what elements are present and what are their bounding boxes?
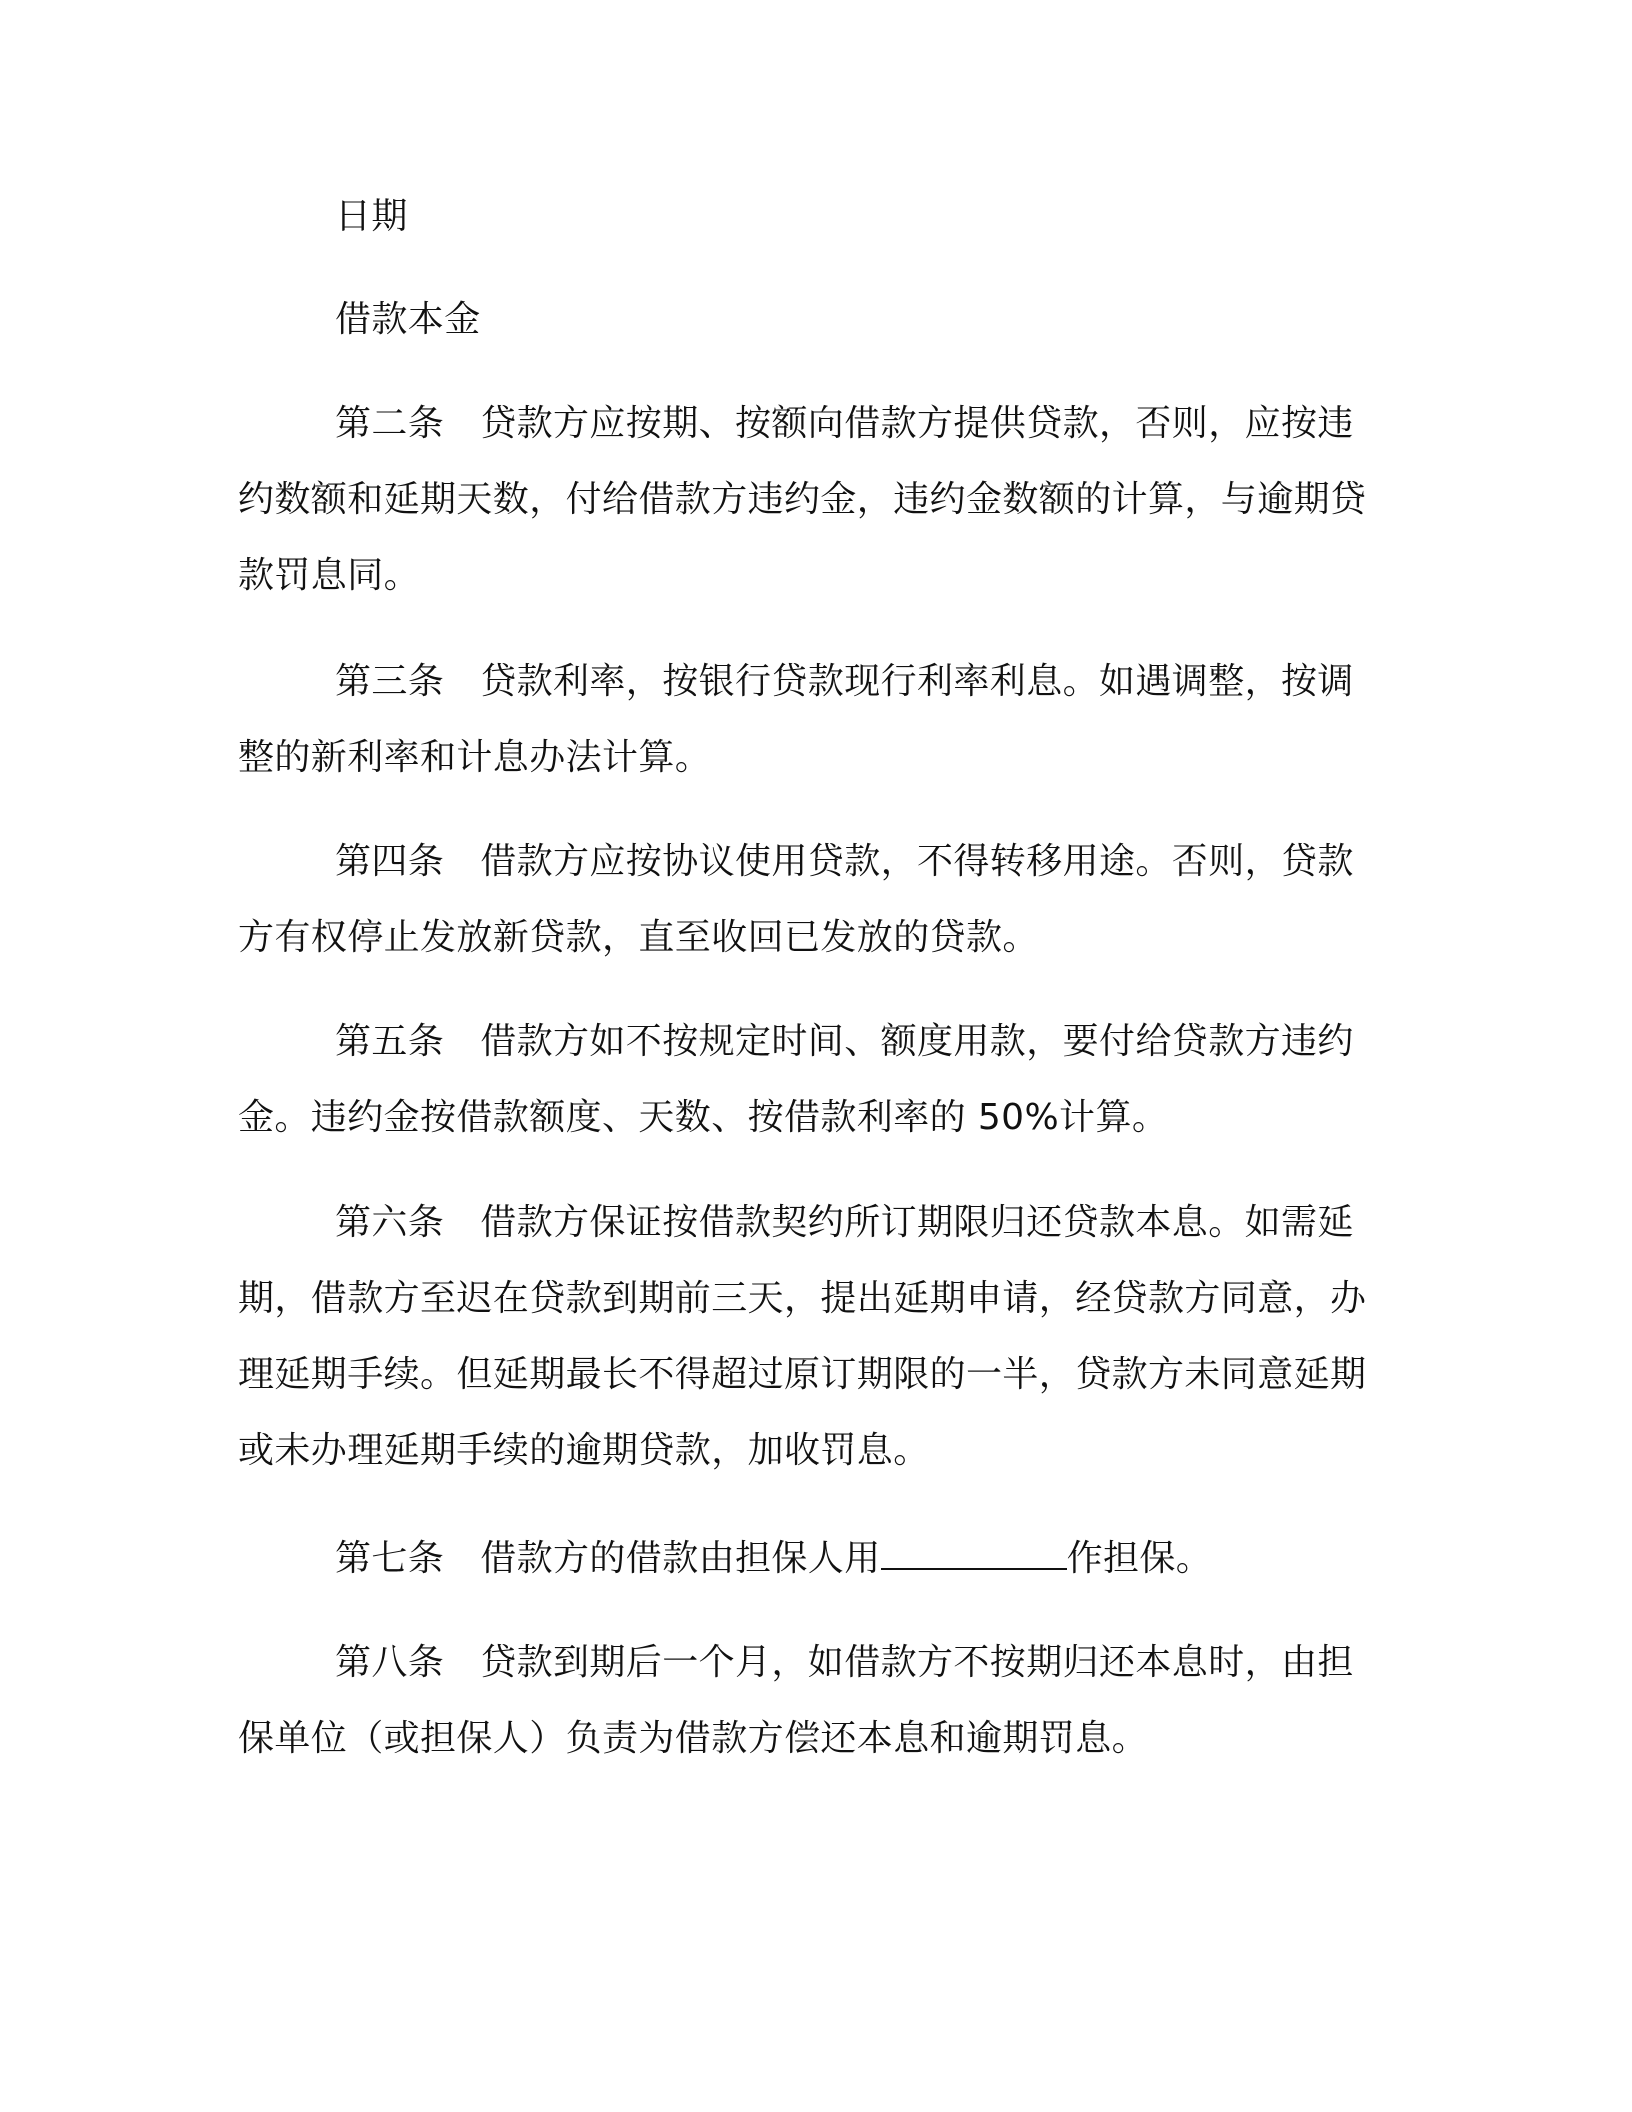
article-text: 借款方保证按借款契约所订期限归还贷款本息。如需延期，借款方至迟在贷款到期前三天，提出延期申请，经贷款方同意，办理延期手续。但延期最长不得超过原订期限的一半，贷款方未同意延期或未办理延期手续的逾期贷款，加收罚息。 [238,1202,1367,1471]
article-label: 第六条 [335,1202,445,1243]
article-label: 第四条 [335,841,445,882]
article-label: 第五条 [335,1021,445,1062]
article-7 [238,1521,1378,1597]
article-label: 第八条 [335,1642,445,1683]
article-text: 借款方应按协议使用贷款，不得转移用途。否则，贷款方有权停止发放新贷款，直至收回已发放的贷款。 [238,841,1354,958]
article-2 [238,386,1378,614]
article-label: 第七条 [335,1538,445,1579]
article-8 [238,1625,1378,1777]
article-text: 借款方如不按规定时间、额度用款，要付给贷款方违约金。违约金按借款额度、天数、按借款利率的 50%计算。 [238,1021,1354,1138]
article-3 [238,644,1378,796]
guarantee-blank-line [881,1538,1067,1570]
article-text: 贷款到期后一个月，如借款方不按期归还本息时，由担保单位（或担保人）负责为借款方偿还本息和逾期罚息。 [238,1642,1354,1759]
article-text: 贷款利率，按银行贷款现行利率利息。如遇调整，按调整的新利率和计息办法计算。 [238,661,1354,778]
article-4 [238,824,1378,976]
heading-principal: 借款本金 [335,299,481,340]
article-text-after: 作担保。 [1066,1538,1213,1579]
article-6 [238,1185,1378,1489]
article-label: 第三条 [335,661,445,702]
article-5 [238,1004,1378,1156]
article-text-before: 借款方的借款由担保人用 [480,1538,881,1579]
article-label: 第二条 [335,403,445,444]
article-text: 贷款方应按期、按额向借款方提供贷款，否则，应按违约数额和延期天数，付给借款方违约金，违约金数额的计算，与逾期贷款罚息同。 [238,403,1367,596]
heading-date: 日期 [335,196,408,237]
